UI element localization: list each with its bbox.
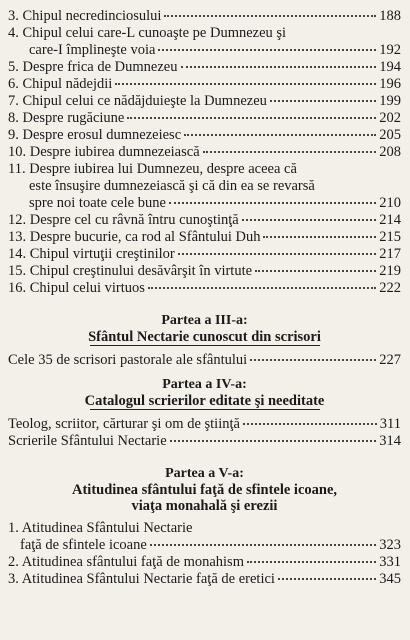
page-number: 205 (379, 127, 401, 143)
toc-entry[interactable] (8, 229, 401, 246)
part5-title-line2: viaţa monahală şi erezii (131, 498, 278, 514)
page-number: 192 (379, 42, 401, 58)
dot-leader (263, 236, 376, 238)
toc-entry-text: 11. Despre iubirea lui Dumnezeu, despre aceea că (8, 161, 297, 177)
toc-entry[interactable] (8, 93, 401, 110)
toc-entry[interactable] (8, 352, 401, 369)
toc-entry[interactable] (8, 76, 401, 93)
toc-entry-text: 6. Chipul nădejdii (8, 76, 113, 92)
toc-part3-list (8, 352, 401, 369)
page-number: 217 (379, 246, 401, 262)
toc-entry[interactable] (8, 263, 401, 280)
toc-entry-text: Scrierile Sfântului Nectarie (8, 433, 167, 449)
page-number: 194 (379, 59, 401, 75)
dot-leader (255, 270, 376, 272)
toc-entry[interactable] (8, 416, 401, 433)
toc-entry-text: 3. Atitudinea Sfântului Nectarie faţă de eretici (8, 571, 275, 587)
page-number: 311 (379, 416, 401, 432)
dot-leader (170, 440, 377, 442)
toc-entry[interactable] (8, 110, 401, 127)
toc-page (8, 8, 401, 588)
dot-leader (243, 423, 377, 425)
toc-entry-text: Teolog, scriitor, cărturar şi om de ştiinţă (8, 416, 240, 432)
page-number: 202 (379, 110, 401, 126)
toc-entry[interactable] (8, 127, 401, 144)
dot-leader (250, 359, 376, 361)
toc-entry[interactable] (8, 212, 401, 229)
part5-heading: Partea a V-a: (165, 466, 244, 481)
toc-entry[interactable] (8, 8, 401, 25)
part3-title: Sfântul Nectarie cunoscut din scrisori (88, 329, 321, 345)
part3-heading: Partea a III-a: (161, 313, 248, 328)
toc-entry-text: faţă de sfintele icoane (20, 537, 147, 553)
dot-leader (181, 66, 377, 68)
page-number: 323 (379, 537, 401, 553)
toc-entry-text: 4. Chipul celui care-L cunoaşte pe Dumnezeu şi (8, 25, 287, 41)
toc-entry[interactable] (8, 554, 401, 571)
page-number: 188 (379, 8, 401, 24)
page-number: 210 (379, 195, 401, 211)
page-number: 222 (379, 280, 401, 296)
toc-entry-text: 2. Atitudinea sfântului faţă de monahism (8, 554, 244, 570)
toc-entry[interactable] (8, 59, 401, 76)
toc-entry[interactable] (8, 520, 401, 554)
toc-entry[interactable] (8, 144, 401, 161)
dot-leader (247, 561, 376, 563)
dot-leader (278, 578, 376, 580)
dot-leader (150, 544, 376, 546)
toc-entry-text: 13. Despre bucurie, ca rod al Sfântului Duh (8, 229, 261, 245)
toc-entry-text: 1. Atitudinea Sfântului Nectarie (8, 520, 193, 536)
dot-leader (115, 83, 376, 85)
toc-part4-list (8, 416, 401, 450)
toc-entry-text: 15. Chipul creştinului desăvârşit în virtute (8, 263, 253, 279)
toc-entry-text: 14. Chipul virtuţii creştinilor (8, 246, 175, 262)
toc-entry-text: care-I împlineşte voia (29, 42, 156, 58)
toc-entry-text: 8. Despre rugăciune (8, 110, 125, 126)
toc-entry-text: este însuşire dumnezeiască şi că din ea se revarsă (29, 178, 315, 194)
toc-entry[interactable] (8, 161, 401, 212)
page-number: 314 (379, 433, 401, 449)
toc-part2-list (8, 8, 401, 297)
toc-entry-text: 5. Despre frica de Dumnezeu (8, 59, 178, 75)
page-number: 215 (379, 229, 401, 245)
page-number: 219 (379, 263, 401, 279)
dot-leader (148, 287, 376, 289)
toc-entry-text: Cele 35 de scrisori pastorale ale sfântului (8, 352, 248, 368)
dot-leader (184, 134, 376, 136)
page-number: 345 (379, 571, 401, 587)
dot-leader (270, 100, 376, 102)
toc-entry-text: 3. Chipul necredinciosului (8, 8, 162, 24)
dot-leader (127, 117, 376, 119)
part4-heading: Partea a IV-a: (162, 377, 247, 392)
toc-entry-text: 7. Chipul celui ce nădăjduieşte la Dumnezeu (8, 93, 267, 109)
part5-title-line1: Atitudinea sfântului faţă de sfintele icoane, (71, 482, 338, 498)
dot-leader (169, 202, 376, 204)
toc-entry-text: spre noi toate cele bune (29, 195, 166, 211)
page-number: 227 (379, 352, 401, 368)
toc-entry-text: 12. Despre cel cu râvnă întru cunoştinţă (8, 212, 239, 228)
dot-leader (164, 15, 376, 17)
page-number: 331 (379, 554, 401, 570)
toc-entry-text: 9. Despre erosul dumnezeiesc (8, 127, 182, 143)
toc-entry[interactable] (8, 246, 401, 263)
page-number: 199 (379, 93, 401, 109)
dot-leader (158, 49, 376, 51)
toc-entry[interactable] (8, 25, 401, 59)
toc-part5-list (8, 520, 401, 588)
dot-leader (178, 253, 377, 255)
part4-title: Catalogul scrierilor editate şi needitate (84, 393, 325, 409)
dot-leader (203, 151, 377, 153)
toc-entry-text: 16. Chipul celui virtuos (8, 280, 145, 296)
toc-entry[interactable] (8, 280, 401, 297)
page-number: 196 (379, 76, 401, 92)
toc-entry-text: 10. Despre iubirea dumnezeiască (8, 144, 200, 160)
dot-leader (242, 219, 377, 221)
page-number: 214 (379, 212, 401, 228)
toc-entry[interactable] (8, 433, 401, 450)
toc-entry[interactable] (8, 571, 401, 588)
page-number: 208 (379, 144, 401, 160)
